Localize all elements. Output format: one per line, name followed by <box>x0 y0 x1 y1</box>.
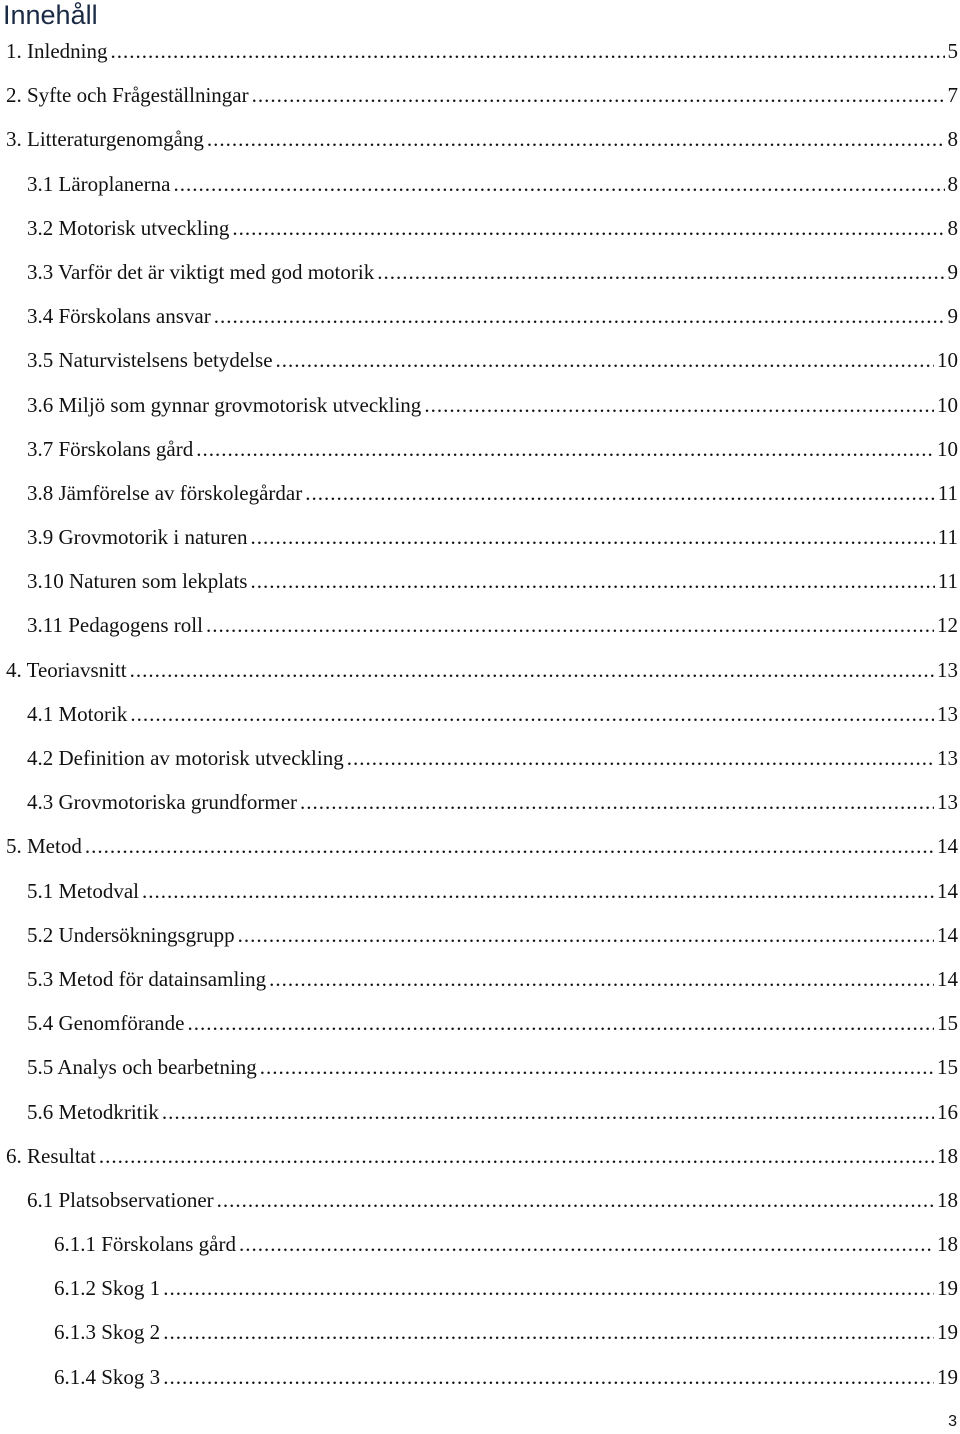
toc-entry-label: 5.2 Undersökningsgrupp <box>27 922 235 947</box>
toc-entry[interactable] <box>0 824 960 868</box>
toc-dot-leader <box>217 1178 934 1222</box>
toc-entry-page: 11 <box>937 569 958 594</box>
toc-entry[interactable] <box>0 648 960 692</box>
toc-entry-page: 13 <box>937 790 958 815</box>
toc-entry[interactable] <box>0 1310 960 1354</box>
toc-entry-label: 3.7 Förskolans gård <box>27 436 194 461</box>
toc-entry-label: 1. Inledning <box>6 39 108 63</box>
toc-dot-leader <box>239 1222 934 1266</box>
toc-entry-page: 11 <box>937 525 958 550</box>
toc-entry-page: 10 <box>937 392 958 417</box>
toc-entry-page: 14 <box>937 922 958 947</box>
toc-entry-label: 3.3 Varför det är viktigt med god motorik <box>27 259 375 284</box>
toc-dot-leader <box>130 648 934 692</box>
toc-dot-leader <box>130 692 934 736</box>
toc-dot-leader <box>347 736 934 780</box>
toc-dot-leader <box>252 73 945 117</box>
toc-entry[interactable] <box>0 957 960 1001</box>
toc-dot-leader <box>99 1134 934 1178</box>
toc-entry-page: 10 <box>937 436 958 461</box>
toc-entry-label: 2. Syfte och Frågeställningar <box>6 83 249 108</box>
toc-dot-leader <box>163 1266 934 1310</box>
toc-entry[interactable] <box>0 206 960 250</box>
toc-entry-page: 5 <box>947 39 958 63</box>
toc-entry-page: 13 <box>937 746 958 770</box>
toc-entry[interactable] <box>0 736 960 780</box>
toc-dot-leader <box>305 471 935 515</box>
toc-entry[interactable] <box>0 1090 960 1134</box>
toc-entry[interactable] <box>0 250 960 294</box>
toc-entry[interactable] <box>0 1134 960 1178</box>
toc-entry-page: 16 <box>937 1099 958 1124</box>
toc-dot-leader <box>250 559 934 603</box>
toc-entry-page: 19 <box>937 1364 958 1389</box>
toc-entry-page: 8 <box>947 215 958 240</box>
toc-entry-label: 5.6 Metodkritik <box>27 1099 159 1124</box>
toc-entry-page: 13 <box>937 657 958 682</box>
toc-entry-label: 3.8 Jämförelse av förskolegårdar <box>27 480 303 505</box>
toc-entry-page: 14 <box>937 878 958 903</box>
toc-entry-label: 4.3 Grovmotoriska grundformer <box>27 790 298 815</box>
toc-entry-page: 19 <box>937 1320 958 1345</box>
toc-dot-leader <box>214 294 945 338</box>
toc-entry-label: 5. Metod <box>6 834 82 859</box>
toc-entry-label: 3.11 Pedagogens roll <box>27 613 203 638</box>
toc-entry[interactable] <box>0 1266 960 1310</box>
toc-entry-page: 8 <box>947 127 958 152</box>
toc-dot-leader <box>162 1090 934 1134</box>
toc-entry-label: 6.1.4 Skog 3 <box>54 1364 161 1389</box>
toc-entry[interactable] <box>0 1001 960 1045</box>
toc-entry-page: 18 <box>937 1232 958 1257</box>
toc-entry[interactable] <box>0 1222 960 1266</box>
toc-entry[interactable] <box>0 294 960 338</box>
toc-entry[interactable] <box>0 559 960 603</box>
toc-dot-leader <box>163 1310 934 1354</box>
toc-entry[interactable] <box>0 427 960 471</box>
toc-entry-label: 5.3 Metod för datainsamling <box>27 966 267 991</box>
toc-entry[interactable] <box>0 383 960 427</box>
toc-dot-leader <box>85 824 934 868</box>
toc-dot-leader <box>377 250 944 294</box>
toc-entry-label: 5.5 Analys och bearbetning <box>27 1055 257 1080</box>
toc-entry[interactable] <box>0 338 960 382</box>
toc-entry-page: 19 <box>937 1276 958 1301</box>
toc-dot-leader <box>250 515 934 559</box>
toc-entry-label: 6.1.3 Skog 2 <box>54 1320 161 1345</box>
toc-entry[interactable] <box>0 869 960 913</box>
toc-entry[interactable] <box>0 117 960 161</box>
toc-entry[interactable] <box>0 603 960 647</box>
toc-entry-page: 12 <box>937 613 958 638</box>
toc-entry[interactable] <box>0 515 960 559</box>
toc-entry-label: 3.6 Miljö som gynnar grovmotorisk utveckling <box>27 392 422 417</box>
toc-entry-page: 7 <box>947 83 958 108</box>
toc-entry-page: 18 <box>937 1143 958 1168</box>
toc-entry-page: 13 <box>937 701 958 726</box>
page-title: Innehåll <box>3 0 98 30</box>
toc-entry-label: 4.1 Motorik <box>27 701 128 726</box>
toc-entry-page: 9 <box>947 304 958 329</box>
toc-entry-label: 3.4 Förskolans ansvar <box>27 304 211 329</box>
page-number: 3 <box>948 1413 957 1430</box>
toc-entry-label: 4.2 Definition av motorisk utveckling <box>27 746 344 770</box>
toc-entry-label: 5.1 Metodval <box>27 878 139 903</box>
toc-dot-leader <box>269 957 934 1001</box>
toc-entry-page: 9 <box>947 259 958 284</box>
toc-entry[interactable] <box>0 1178 960 1222</box>
toc-entry-label: 6.1.2 Skog 1 <box>54 1276 161 1301</box>
toc-entry-label: 3.5 Naturvistelsens betydelse <box>27 348 273 373</box>
toc-entry-page: 15 <box>937 1055 958 1080</box>
toc-dot-leader <box>110 29 944 73</box>
toc-entry-label: 4. Teoriavsnitt <box>6 657 127 682</box>
toc-entry-page: 14 <box>937 966 958 991</box>
toc-entry[interactable] <box>0 692 960 736</box>
table-of-contents <box>0 29 960 1399</box>
toc-dot-leader <box>187 1001 934 1045</box>
toc-dot-leader <box>300 780 934 824</box>
toc-entry-page: 15 <box>937 1011 958 1036</box>
toc-dot-leader <box>142 869 934 913</box>
toc-entry-label: 5.4 Genomförande <box>27 1011 185 1036</box>
toc-entry[interactable] <box>0 1355 960 1399</box>
toc-entry[interactable] <box>0 780 960 824</box>
toc-dot-leader <box>163 1355 934 1399</box>
toc-entry[interactable] <box>0 471 960 515</box>
toc-entry-label: 3.2 Motorisk utveckling <box>27 215 230 240</box>
toc-entry[interactable] <box>0 73 960 117</box>
toc-dot-leader <box>196 427 934 471</box>
toc-entry-label: 6.1.1 Förskolans gård <box>54 1232 236 1257</box>
toc-dot-leader <box>276 338 934 382</box>
toc-dot-leader <box>260 1045 934 1089</box>
toc-entry[interactable] <box>0 29 960 73</box>
toc-entry-page: 18 <box>937 1187 958 1212</box>
toc-dot-leader <box>206 603 934 647</box>
toc-entry-page: 8 <box>947 171 958 196</box>
toc-entry-label: 3. Litteraturgenomgång <box>6 127 204 152</box>
toc-entry-page: 14 <box>937 834 958 859</box>
toc-entry-label: 6. Resultat <box>6 1143 96 1168</box>
toc-entry-page: 10 <box>937 348 958 373</box>
toc-entry[interactable] <box>0 1045 960 1089</box>
toc-dot-leader <box>173 162 944 206</box>
toc-entry[interactable] <box>0 913 960 957</box>
toc-entry-label: 6.1 Platsobservationer <box>27 1187 214 1212</box>
toc-entry-label: 3.1 Läroplanerna <box>27 171 171 196</box>
toc-entry-label: 3.9 Grovmotorik i naturen <box>27 525 248 550</box>
toc-entry-label: 3.10 Naturen som lekplats <box>27 569 248 594</box>
toc-dot-leader <box>232 206 944 250</box>
toc-dot-leader <box>424 383 934 427</box>
toc-entry[interactable] <box>0 162 960 206</box>
toc-dot-leader <box>207 117 945 161</box>
toc-dot-leader <box>238 913 934 957</box>
toc-entry-page: 11 <box>937 480 958 505</box>
